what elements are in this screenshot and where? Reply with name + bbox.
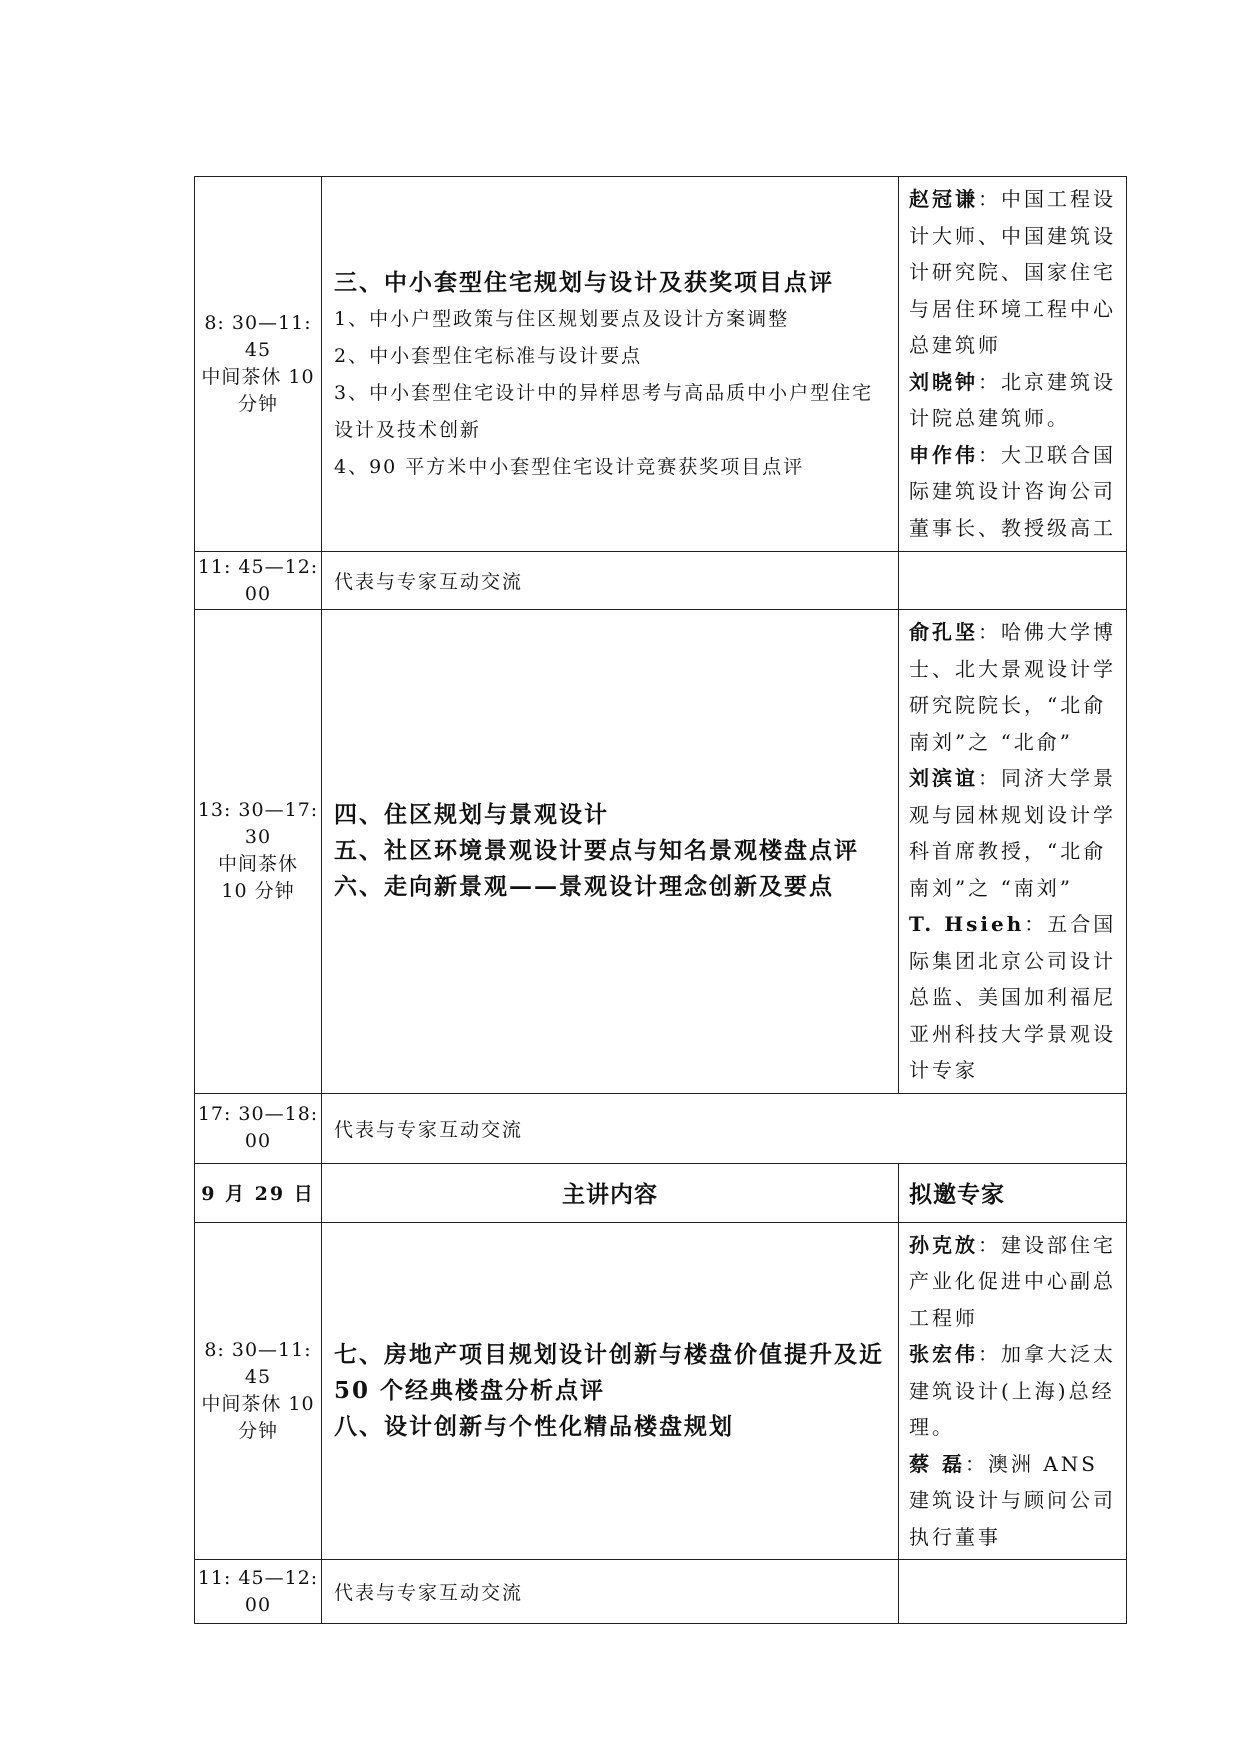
content-cell xyxy=(322,610,899,1094)
expert-cell xyxy=(899,177,1127,552)
time-cell: 11: 45—12: 00 xyxy=(195,552,322,610)
table-row xyxy=(195,1560,1127,1624)
time-cell: 17: 30—18: 00 xyxy=(195,1093,322,1163)
content-cell: 代表与专家互动交流 xyxy=(322,552,899,610)
expert-cell xyxy=(899,552,1127,610)
expert-entry: 刘晓钟：北京建筑设计院总建筑师。 xyxy=(909,369,1116,430)
session-heading: 七、房地产项目规划设计创新与楼盘价值提升及近 50 个经典楼盘分析点评 xyxy=(334,1340,884,1404)
expert-entry: T. Hsieh：五合国际集团北京公司设计总监、美国加利福尼亚州科技大学景观设计专家 xyxy=(909,912,1117,1082)
time-cell: 11: 45—12: 00 xyxy=(195,1560,322,1624)
schedule-table xyxy=(194,176,1127,1624)
time-cell: 13: 30—17: 30 中间茶休 10 分钟 xyxy=(195,610,322,1094)
list-item: 1、中小户型政策与住区规划要点及设计方案调整 xyxy=(334,307,790,330)
content-cell: 代表与专家互动交流 xyxy=(322,1560,899,1624)
session-heading: 六、走向新景观——景观设计理念创新及要点 xyxy=(334,873,834,901)
time-cell: 8: 30—11: 45 中间茶休 10 分钟 xyxy=(195,1222,322,1560)
expert-cell xyxy=(899,1560,1127,1624)
content-cell xyxy=(322,1222,899,1560)
experts-header: 拟邀专家 xyxy=(899,1163,1127,1222)
content-header: 主讲内容 xyxy=(322,1163,899,1222)
date-header: 9 月 29 日 xyxy=(195,1163,322,1222)
expert-entry: 俞孔坚：哈佛大学博士、北大景观设计学研究院院长，“北俞南刘”之 “北俞” xyxy=(909,620,1116,754)
list-item: 2、中小套型住宅标准与设计要点 xyxy=(334,344,643,367)
session-heading: 五、社区环境景观设计要点与知名景观楼盘点评 xyxy=(334,837,859,865)
expert-entry: 蔡 磊：澳洲 ANS 建筑设计与顾问公司执行董事 xyxy=(909,1451,1116,1549)
expert-entry: 赵冠谦：中国工程设计大师、中国建筑设计研究院、国家住宅与居住环境工程中心总建筑师 xyxy=(909,187,1116,357)
expert-entry: 申作伟：大卫联合国际建筑设计咨询公司董事长、教授级高工 xyxy=(909,442,1116,540)
expert-cell xyxy=(899,610,1127,1094)
list-item: 3、中小套型住宅设计中的异样思考与高品质中小户型住宅设计及技术创新 xyxy=(334,381,874,441)
session-heading: 四、住区规划与景观设计 xyxy=(334,801,609,829)
table-row xyxy=(195,610,1127,1094)
table-row xyxy=(195,1222,1127,1560)
list-item: 4、90 平方米中小套型住宅设计竞赛获奖项目点评 xyxy=(334,455,805,478)
session-heading: 三、中小套型住宅规划与设计及获奖项目点评 xyxy=(334,268,834,296)
expert-cell xyxy=(899,1222,1127,1560)
time-cell: 8: 30—11: 45 中间茶休 10 分钟 xyxy=(195,177,322,552)
expert-entry: 张宏伟：加拿大泛太建筑设计(上海)总经理。 xyxy=(909,1342,1116,1439)
expert-entry: 孙克放：建设部住宅产业化促进中心副总工程师 xyxy=(909,1232,1116,1330)
table-row xyxy=(195,1093,1127,1163)
table-row xyxy=(195,177,1127,552)
table-row xyxy=(195,552,1127,610)
content-cell: 代表与专家互动交流 xyxy=(322,1093,1127,1163)
expert-entry: 刘滨谊：同济大学景观与园林规划设计学科首席教授，“北俞南刘”之 “南刘” xyxy=(909,766,1116,900)
table-header-row xyxy=(195,1163,1127,1222)
session-heading: 八、设计创新与个性化精品楼盘规划 xyxy=(334,1412,734,1440)
content-cell xyxy=(322,177,899,552)
